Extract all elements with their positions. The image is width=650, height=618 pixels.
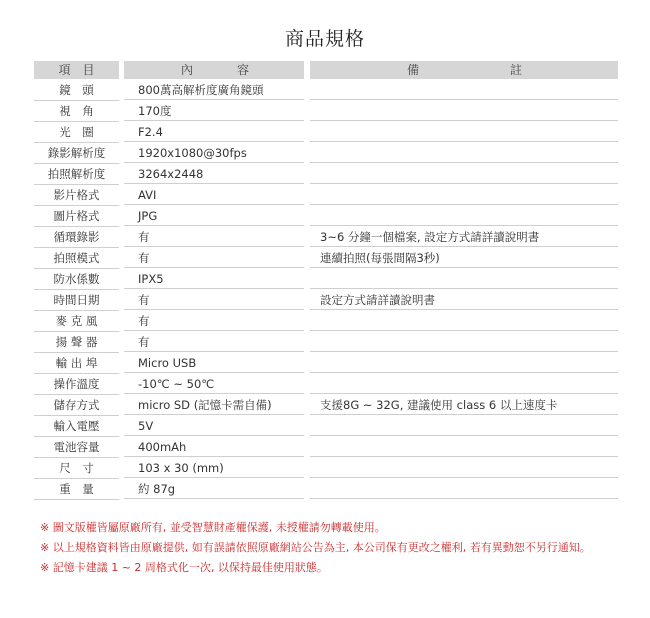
- spec-item: 影片格式: [34, 185, 119, 206]
- spec-item: 拍照解析度: [34, 164, 119, 185]
- footnote-memory-card: ※ 記憶卡建議 1 ~ 2 周格式化一次, 以保持最佳使用狀態。: [40, 561, 328, 574]
- spec-content: 有: [124, 248, 304, 268]
- spec-note: [310, 101, 618, 121]
- table-row: [0, 206, 650, 227]
- header-content-char-1: 內: [181, 63, 194, 77]
- spec-note: [310, 185, 618, 205]
- spec-item: 尺 寸: [34, 458, 119, 479]
- spec-note: [310, 164, 618, 184]
- footnote-disclaimer: ※ 以上規格資料皆由原廠提供, 如有誤請依照原廠網站公告為主, 本公司保有更改之權利, 若有異動恕不另行通知。: [40, 541, 591, 554]
- table-row: [0, 353, 650, 374]
- spec-content: JPG: [124, 206, 304, 226]
- spec-content: -10℃ ~ 50℃: [124, 374, 304, 394]
- spec-item: 鏡 頭: [34, 80, 119, 101]
- spec-item: 光 圈: [34, 122, 119, 143]
- spec-note: [310, 80, 618, 100]
- table-row: [0, 416, 650, 437]
- page-title: 商品規格: [284, 28, 365, 50]
- spec-content: IPX5: [124, 269, 304, 289]
- spec-content: Micro USB: [124, 353, 304, 373]
- spec-note: [310, 332, 618, 352]
- spec-content: F2.4: [124, 122, 304, 142]
- table-row: [0, 122, 650, 143]
- spec-content: 800萬高解析度廣角鏡頭: [124, 80, 304, 100]
- spec-note: [310, 479, 618, 499]
- table-row: [0, 164, 650, 185]
- footnotes: [40, 518, 630, 578]
- spec-note: [310, 122, 618, 142]
- header-note-char-1: 備: [407, 63, 420, 77]
- spec-note: 設定方式請詳讀說明書: [310, 290, 618, 310]
- spec-item: 重 量: [34, 479, 119, 500]
- footnote-copyright: ※ 圖文版權皆屬原廠所有, 並受智慧財產權保護, 未授權請勿轉載使用。: [40, 521, 386, 534]
- spec-note: [310, 206, 618, 226]
- spec-content: 有: [124, 311, 304, 331]
- spec-item: 操作溫度: [34, 374, 119, 395]
- table-row: [0, 185, 650, 206]
- spec-content: micro SD (記憶卡需自備): [124, 395, 304, 415]
- table-row: [0, 374, 650, 395]
- spec-note: [310, 353, 618, 373]
- table-row: [0, 248, 650, 269]
- spec-item: 防水係數: [34, 269, 119, 290]
- spec-content: 約 87g: [124, 479, 304, 499]
- header-note: [310, 61, 618, 79]
- spec-note: 3~6 分鐘一個檔案, 設定方式請詳讀說明書: [310, 227, 618, 247]
- spec-note: 連續拍照(每張間隔3秒): [310, 248, 618, 268]
- table-row: [0, 311, 650, 332]
- spec-item: 輸入電壓: [34, 416, 119, 437]
- spec-item: 輸 出 埠: [34, 353, 119, 374]
- spec-item: 儲存方式: [34, 395, 119, 416]
- spec-content: 有: [124, 332, 304, 352]
- spec-item: 拍照模式: [34, 248, 119, 269]
- table-row: [0, 80, 650, 101]
- spec-content: 1920x1080@30fps: [124, 143, 304, 163]
- spec-note: [310, 311, 618, 331]
- table-row: [0, 290, 650, 311]
- spec-content: 有: [124, 290, 304, 310]
- spec-item: 揚 聲 器: [34, 332, 119, 353]
- spec-note: 支援8G ~ 32G, 建議使用 class 6 以上速度卡: [310, 395, 618, 415]
- header-content: [124, 61, 304, 79]
- spec-note: [310, 143, 618, 163]
- table-row: [0, 395, 650, 416]
- spec-note: [310, 437, 618, 457]
- spec-item: 電池容量: [34, 437, 119, 458]
- table-row: [0, 332, 650, 353]
- spec-content: 170度: [124, 101, 304, 121]
- spec-content: 有: [124, 227, 304, 247]
- table-row: [0, 458, 650, 479]
- spec-note: [310, 269, 618, 289]
- header-item: 項 目: [34, 61, 119, 79]
- table-row: [0, 227, 650, 248]
- spec-note: [310, 374, 618, 394]
- spec-content: 400mAh: [124, 437, 304, 457]
- spec-item: 視 角: [34, 101, 119, 122]
- table-row: [0, 101, 650, 122]
- header-note-char-2: 註: [510, 63, 523, 77]
- header-content-char-2: 容: [237, 63, 250, 77]
- spec-content: 103 x 30 (mm): [124, 458, 304, 478]
- spec-table: [0, 80, 650, 500]
- spec-content: 5V: [124, 416, 304, 436]
- spec-item: 麥 克 風: [34, 311, 119, 332]
- spec-item: 時間日期: [34, 290, 119, 311]
- spec-note: [310, 458, 618, 478]
- spec-item: 循環錄影: [34, 227, 119, 248]
- table-row: [0, 269, 650, 290]
- table-row: [0, 143, 650, 164]
- spec-content: AVI: [124, 185, 304, 205]
- spec-content: 3264x2448: [124, 164, 304, 184]
- table-row: [0, 437, 650, 458]
- spec-note: [310, 416, 618, 436]
- spec-item: 錄影解析度: [34, 143, 119, 164]
- spec-item: 圖片格式: [34, 206, 119, 227]
- table-row: [0, 479, 650, 500]
